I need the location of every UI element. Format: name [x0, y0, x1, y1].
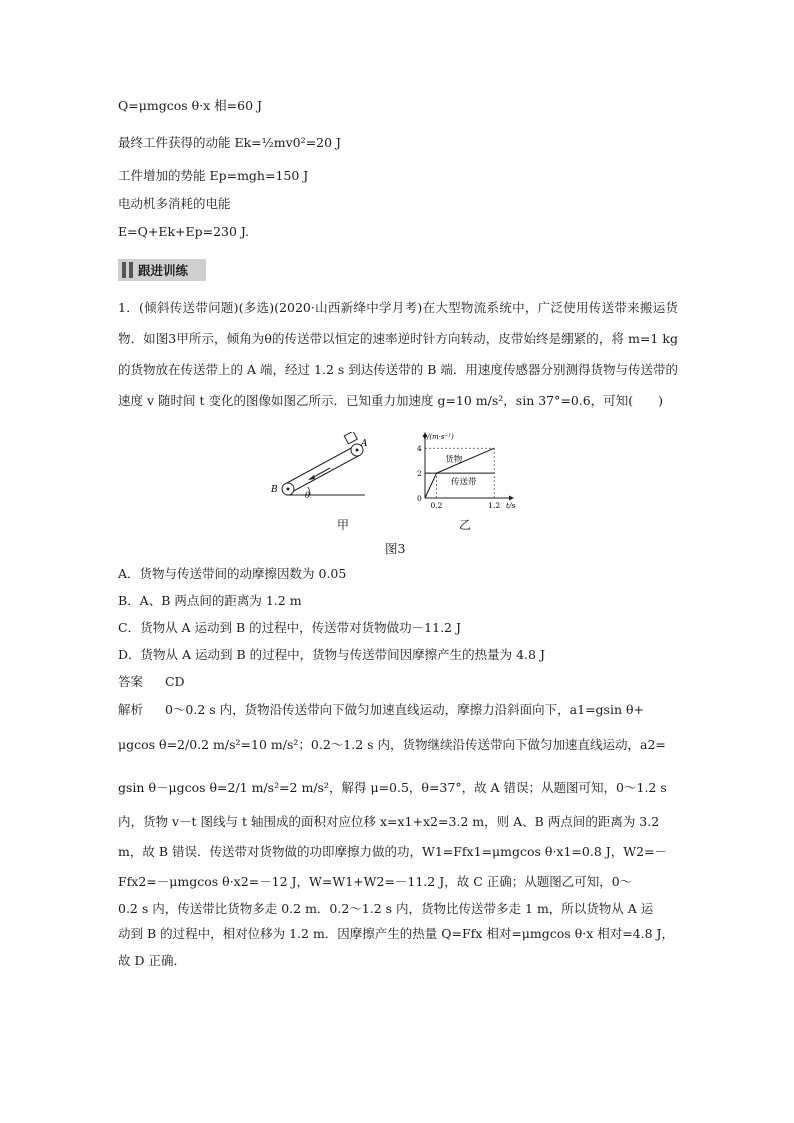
option-a: A．货物与传送带间的动摩擦因数为 0.05: [118, 566, 347, 581]
caption-right: 乙: [459, 518, 472, 532]
caption-left: 甲: [337, 518, 350, 532]
analysis-line-1: [118, 701, 644, 719]
analysis-text: 0～0.2 s 内，货物沿传送带向下做匀加速直线运动，摩擦力沿斜面向下，a1=gsin θ+: [164, 702, 644, 717]
cargo-box-icon: [344, 432, 357, 444]
figure-caption: 图3: [385, 541, 406, 556]
option-c: C．货物从 A 运动到 B 的过程中，传送带对货物做功－11.2 J: [118, 620, 461, 635]
analysis-line-5: m，故 B 错误．传送带对货物做的功即摩擦力做的功，W1=Ffx1=μmgcos θ·x1=0.8 J，W2=－: [118, 844, 668, 859]
x-tick-label: 0.2: [430, 501, 443, 510]
belt-top: [285, 446, 355, 484]
analysis-line-4: 内，货物 v－t 图线与 t 轴围成的面积对应位移 x=x1+x2=3.2 m，则 A、B 两点间的距离为 3.2: [118, 814, 660, 829]
analysis-line-6: Ffx2=－μmgcos θ·x2=－12 J，W=W1+W2=－11.2 J，故 C 正确；从题图乙可知，0～: [118, 874, 633, 889]
belt-bottom: [290, 455, 360, 493]
vt-chart: [400, 432, 525, 514]
answer-value: CD: [164, 674, 185, 689]
analysis-line-9: 故 D 正确．: [118, 953, 186, 968]
analysis-line-8: 动到 B 的过程中，相对位移为 1.2 m．因摩擦产生的热量 Q=Ffx 相对=μmgcos θ·x 相对=4.8 J，: [118, 926, 675, 941]
y-tick-label: 2: [417, 469, 422, 479]
direction-arrowhead: [308, 475, 315, 480]
figure-conveyor-diagram: [270, 432, 380, 512]
answer-label: 答案: [118, 674, 144, 689]
section-label: 跟进训练: [138, 263, 189, 278]
section-tag: [118, 259, 206, 281]
analysis-label: 解析: [118, 702, 144, 717]
x-axis-arrow-icon: [509, 496, 514, 501]
series-label-belt: 传送带: [450, 477, 477, 488]
pulley-a-axle: [356, 449, 359, 452]
pulley-b-axle: [287, 488, 290, 491]
analysis-line-2: μgcos θ=2/0.2 m/s²=10 m/s²；0.2～1.2 s 内，货物继续沿传送带向下做匀加速直线运动，a2=: [118, 737, 666, 752]
tag-bar-icon: [129, 262, 133, 278]
analysis-line-7: 0.2 s 内，传送带比货物多走 0.2 m．0.2～1.2 s 内，货物比传送带多走 1 m，所以货物从 A 运: [118, 901, 654, 916]
x-tick-label: 1.2: [488, 501, 501, 510]
y-tick-label: 0: [417, 494, 422, 503]
analysis-line-3: gsin θ－μgcos θ=2/1 m/s²=2 m/s²，解得 μ=0.5，θ=37°，故 A 错误；从题图可知，0～1.2 s: [118, 780, 667, 795]
question-text: 1．(倾斜传送带问题)(多选)(2020·山西新绛中学月考)在大型物流系统中，广泛使用传送带来搬运货物．如图3甲所示，倾角为θ的传送带以恒定的速率逆时针方向转动，皮带始终是绷紧的，将 m=1 kg 的货物放在传送带上的 A 端，经过 1.2 s 到达传送带的 B 端．用速度传感器分别测得货物与传送带的速度 v 随时间 t 变化的图像如图乙所示．已知重力加速度 g=10 m/s²，sin 37°=0.6，可知( ): [118, 300, 678, 408]
label-a: A: [361, 439, 368, 449]
formula-total-energy: E=Q+Ek+Ep=230 J.: [118, 224, 249, 239]
answer-row: [118, 673, 185, 691]
label-b: B: [271, 485, 278, 495]
formula-potential-energy: 工件增加的势能 Ep=mgh=150 J: [118, 168, 309, 183]
formula-heat: Q=μmgcos θ·x 相=60 J: [118, 98, 263, 113]
option-b: B．A、B 两点间的距离为 1.2 m: [118, 593, 302, 608]
option-d: D．货物从 A 运动到 B 的过程中，货物与传送带间因摩擦产生的热量为 4.8 J: [118, 647, 545, 662]
tag-bar-icon: [122, 262, 126, 278]
series-label-cargo: 货物: [445, 454, 463, 465]
x-axis-label: t/s: [506, 501, 516, 510]
y-tick-label: 4: [417, 444, 422, 454]
y-axis-label: v/(m·s⁻¹): [423, 433, 454, 441]
label-theta: θ: [305, 491, 310, 500]
formula-kinetic-energy: 最终工件获得的动能 Ek=½mv0²=20 J: [118, 135, 342, 150]
text-motor-energy: 电动机多消耗的电能: [118, 196, 231, 211]
